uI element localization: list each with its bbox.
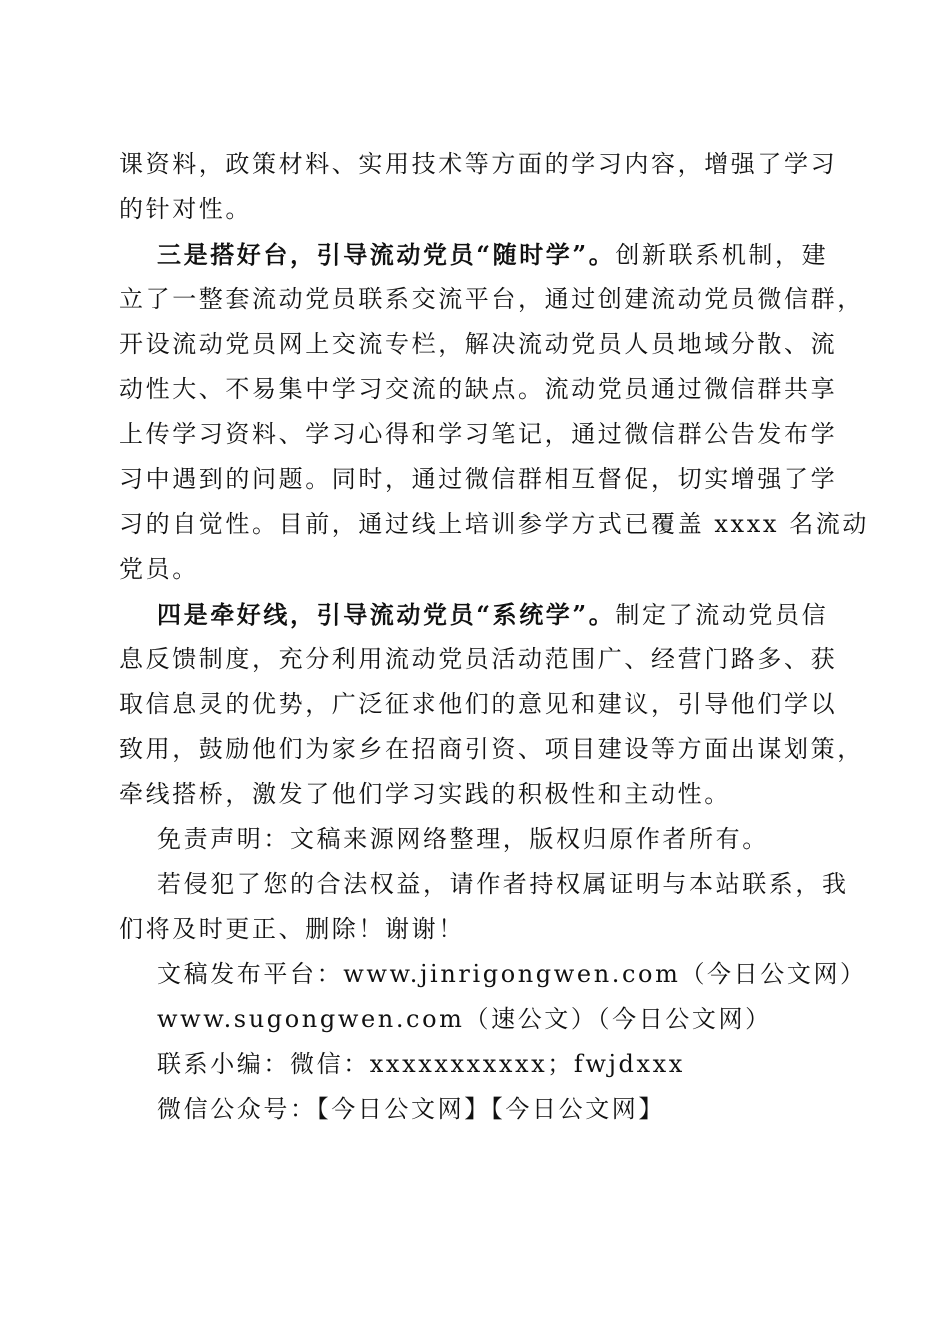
paragraph-continued <box>119 142 838 232</box>
text-line: 课资料，政策材料、实用技术等方面的学习内容，增强了学习 <box>119 150 838 178</box>
platform-text: 文稿发布平台：www.jinrigongwen.com（今日公文网） <box>157 960 867 988</box>
contact-text: 联系小编：微信：xxxxxxxxxxx；fwjdxxx <box>157 1050 685 1078</box>
text-line <box>119 592 831 637</box>
paragraph-text: 创新联系机制，建 <box>615 241 829 269</box>
wechat-text: 微信公众号：【今日公文网】【今日公文网】 <box>157 1095 665 1123</box>
text-line: 党员。 <box>119 555 199 583</box>
text-line: 取信息灵的优势，广泛征求他们的意见和建议，引导他们学以 <box>119 690 838 718</box>
text-line: 的针对性。 <box>119 195 252 223</box>
document-page <box>119 142 869 1132</box>
platform-text: www.sugongwen.com（速公文）（今日公文网） <box>157 1005 772 1033</box>
paragraph-lead: 四是牵好线，引导流动党员“系统学”。 <box>157 600 616 629</box>
text-line: 息反馈制度，充分利用流动党员活动范围广、经营门路多、获 <box>119 645 838 673</box>
text-line: 习中遇到的问题。同时，通过微信群相互督促，切实增强了学 <box>119 465 838 493</box>
footer-notices <box>119 817 867 1132</box>
text-line: 动性大、不易集中学习交流的缺点。流动党员通过微信群共享 <box>119 375 838 403</box>
text-line: 上传学习资料、学习心得和学习笔记，通过微信群公告发布学 <box>119 420 838 448</box>
paragraph-lead: 三是搭好台，引导流动党员“随时学”。 <box>157 240 616 269</box>
infringement-text: 若侵犯了您的合法权益，请作者持权属证明与本站联系，我 <box>157 870 849 898</box>
text-line: 立了一整套流动党员联系交流平台，通过创建流动党员微信群， <box>119 285 864 313</box>
text-line: 习的自觉性。目前，通过线上培训参学方式已覆盖 xxxx 名流动 <box>119 510 869 538</box>
paragraph-text: 制定了流动党员信 <box>615 601 829 629</box>
text-line: 致用，鼓励他们为家乡在招商引资、项目建设等方面出谋划策， <box>119 735 864 763</box>
infringement-text: 们将及时更正、删除！谢谢！ <box>119 915 465 943</box>
paragraph-line <box>119 592 864 817</box>
disclaimer-text: 免责声明：文稿来源网络整理，版权归原作者所有。 <box>157 825 769 853</box>
text-line <box>119 232 831 277</box>
text-line: 开设流动党员网上交流专栏，解决流动党员人员地域分散、流 <box>119 330 838 358</box>
paragraph-platform <box>119 232 869 592</box>
text-line: 牵线搭桥，激发了他们学习实践的积极性和主动性。 <box>119 780 731 808</box>
